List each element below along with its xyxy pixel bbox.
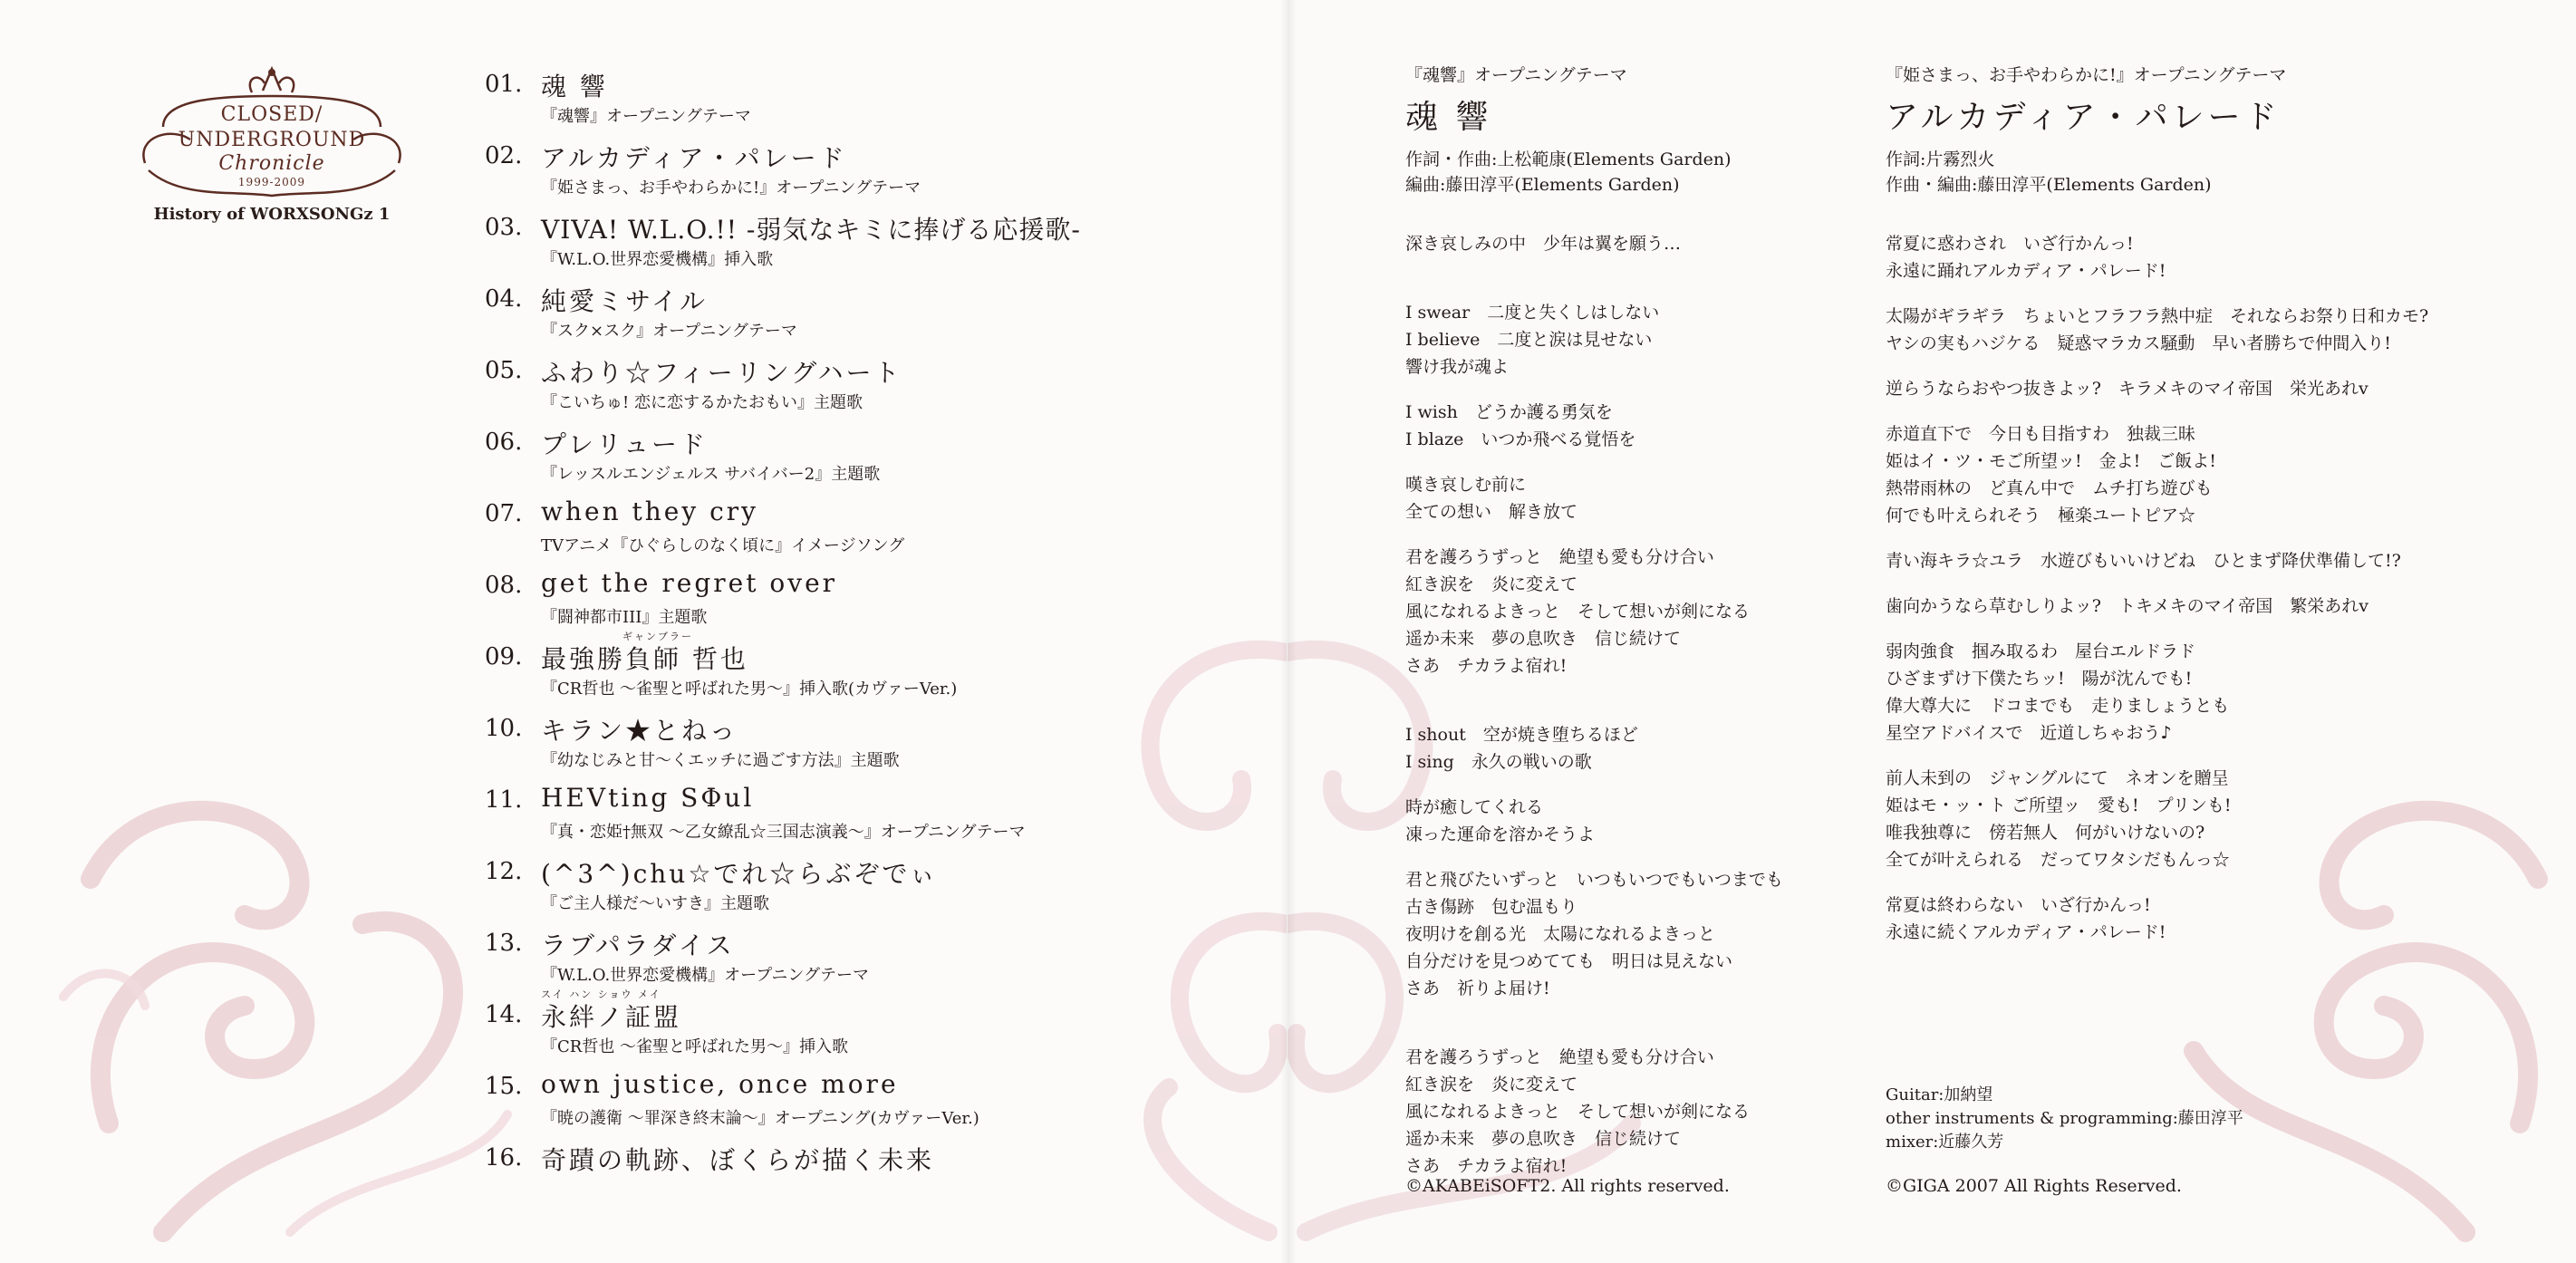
lyric-stanza — [1886, 765, 2428, 873]
song2-label: 『姫さまっ、お手やわらかに!』オープニングテーマ — [1886, 65, 2287, 85]
track-title: 永絆ノ証盟 — [541, 1002, 682, 1032]
track-description: 『暁の護衛 ～罪深き終末論～』オープニング(カヴァーVer.) — [541, 1109, 979, 1128]
track-description: 『姫さまっ、お手やわらかに!』オープニングテーマ — [541, 178, 921, 198]
lyric-stanza — [1405, 399, 1783, 453]
track-number: 16. — [485, 1144, 523, 1171]
lyric-stanza — [1886, 303, 2428, 357]
track-number: 01. — [485, 71, 523, 98]
lyric-line: 青い海キラ☆ユラ 水遊びもいいけどね ひとまず降伏準備して!? — [1886, 551, 2401, 571]
track-number: 15. — [485, 1073, 523, 1100]
lyric-line: 君を護ろうずっと 絶望も愛も分け合い — [1405, 547, 1714, 567]
track-title: ラブパラダイス — [541, 930, 735, 960]
lyric-line: 全てが叶えられる だってワタシだもんっ☆ — [1886, 850, 2230, 870]
track-item — [485, 425, 1246, 497]
lyric-line: 深き哀しみの中 少年は翼を願う… — [1405, 234, 1682, 254]
song1-credit: 編曲:藤田淳平(Elements Garden) — [1405, 175, 1680, 195]
lyric-line: さあ チカラよ宿れ! — [1405, 656, 1568, 676]
track-item — [485, 282, 1246, 354]
track-number: 05. — [485, 357, 523, 384]
track-number: 04. — [485, 285, 523, 313]
track-item — [485, 631, 1246, 712]
lyric-line: 逆らうならおやつ抜きよッ? キラメキのマイ帝国 栄光あれv — [1886, 379, 2369, 399]
track-title: get the regret over — [541, 568, 838, 598]
track-title: when they cry — [541, 497, 758, 526]
track-description: TVアニメ『ひぐらしのなく頃に』イメージソング — [541, 536, 905, 555]
track-number: 12. — [485, 858, 523, 885]
lyric-stanza — [1405, 544, 1783, 680]
logo-line-chronicle: Chronicle — [218, 152, 325, 175]
lyric-line: I believe 二度と涙は見せない — [1405, 330, 1653, 350]
lyrics-column-song1 — [1405, 62, 1783, 1198]
lyric-stanza — [1405, 866, 1783, 1002]
lyric-line: 君と飛びたいずっと いつもいつでもいつまでも — [1405, 870, 1783, 890]
lyric-stanza — [1405, 1044, 1783, 1180]
track-number: 03. — [485, 214, 523, 241]
lyric-stanza — [1886, 375, 2428, 402]
track-ruby: ギャンブラー — [622, 631, 693, 642]
song2-credit: 作曲・編曲:藤田淳平(Elements Garden) — [1886, 175, 2212, 195]
lyric-stanza — [1405, 230, 1783, 257]
track-item — [485, 1141, 1246, 1213]
lyric-line: I swear 二度と失くしはしない — [1405, 303, 1660, 323]
song1-copyright: ©AKABEiSOFT2. All rights reserved. — [1405, 1176, 1730, 1196]
track-title: own justice, once more — [541, 1069, 899, 1099]
musician-credit: mixer:近藤久芳 — [1886, 1133, 2004, 1152]
lyric-line: 嘆き哀しむ前に — [1405, 475, 1527, 495]
track-ruby: スイ ハン ショウ メイ — [541, 988, 661, 1000]
lyric-line: 赤道直下で 今日も目指すわ 独裁三昧 — [1886, 424, 2196, 444]
track-description: 『幼なじみと甘～くエッチに過ごす方法』主題歌 — [541, 751, 900, 770]
track-title: プレリュード — [541, 429, 709, 459]
lyric-line: I wish どうか護る勇気を — [1405, 402, 1613, 422]
track-item — [485, 139, 1246, 211]
logo-line-underground: UNDERGROUND — [178, 129, 366, 151]
musician-credit: Guitar:加納望 — [1886, 1085, 1993, 1104]
lyric-stanza — [1405, 794, 1783, 848]
lyric-line: さあ 祈りよ届け! — [1405, 979, 1550, 998]
song1-lyrics — [1405, 230, 1783, 1180]
track-description: 『真・恋姫†無双 ～乙女繚乱☆三国志演義～』オープニングテーマ — [541, 823, 1026, 842]
lyric-line: ひざまずけ下僕たちッ! 陽が沈んでも! — [1886, 669, 2193, 689]
lyric-stanza — [1886, 892, 2428, 946]
logo-years: 1999-2009 — [237, 176, 306, 188]
track-title: 魂 響 — [541, 72, 608, 101]
lyric-line: 永遠に踊れアルカディア・パレード! — [1886, 261, 2166, 281]
track-description: 『こいちゅ! 恋に恋するかたおもい』主題歌 — [541, 393, 863, 412]
lyric-line: I shout 空が焼き堕ちるほど — [1405, 725, 1638, 745]
lyric-line: 風になれるよきっと そして想いが剣になる — [1405, 602, 1751, 622]
lyric-line: 姫はイ・ツ・モご所望ッ! 金よ! ご飯よ! — [1886, 451, 2216, 471]
lyric-line: 全ての想い 解き放て — [1405, 502, 1578, 522]
lyric-line: I sing 永久の戦いの歌 — [1405, 752, 1592, 772]
lyric-line: 弱肉強食 掴み取るわ 屋台エルドラド — [1886, 641, 2196, 661]
lyric-stanza — [1886, 547, 2428, 574]
track-description: 『CR哲也 ～雀聖と呼ばれた男～』挿入歌 — [541, 1037, 849, 1056]
track-description: 『W.L.O.世界恋愛機構』オープニングテーマ — [541, 966, 870, 985]
lyric-line: 偉大尊大に ドコまでも 走りましょうとも — [1886, 696, 2230, 716]
track-item — [485, 497, 1246, 569]
track-title: 純愛ミサイル — [541, 286, 709, 316]
lyric-line: 太陽がギラギラ ちょいとフラフラ熱中症 それならお祭り日和カモ? — [1886, 306, 2429, 326]
track-description: 『レッスルエンジェルス サバイバー2』主題歌 — [541, 465, 881, 484]
logo-subtitle: History of WORXSONGz 1 — [153, 205, 391, 224]
track-title: ふわり☆フィーリングハート — [541, 358, 902, 388]
track-item — [485, 854, 1246, 927]
song1-title: 魂 響 — [1405, 99, 1492, 136]
lyric-line: 遥か未来 夢の息吹き 信じ続けて — [1405, 629, 1682, 649]
track-item — [485, 353, 1246, 426]
track-number: 07. — [485, 500, 523, 527]
track-title: 奇蹟の軌跡、ぼくらが描く未来 — [541, 1145, 935, 1175]
lyric-stanza — [1886, 593, 2428, 620]
song2-lyrics — [1886, 230, 2428, 946]
track-item — [485, 988, 1246, 1070]
song2-copyright: ©GIGA 2007 All Rights Reserved. — [1886, 1176, 2182, 1196]
lyric-stanza — [1886, 638, 2428, 747]
lyric-stanza — [1886, 420, 2428, 529]
track-item — [485, 1069, 1246, 1142]
song2-musician-credits — [1886, 1084, 2243, 1154]
lyric-line: 紅き涙を 炎に変えて — [1405, 1075, 1578, 1094]
track-description: 『闘神都市III』主題歌 — [541, 608, 708, 627]
track-description: 『スク×スク』オープニングテーマ — [541, 322, 797, 341]
track-item — [485, 568, 1246, 641]
track-title: VIVA! W.L.O.!! -弱気なキミに捧げる応援歌- — [541, 215, 1081, 245]
lyric-line: 前人未到の ジャングルにて ネオンを贈呈 — [1886, 768, 2229, 788]
track-title: 最強勝負師 哲也 — [541, 644, 748, 674]
lyric-line: 何でも叶えられそう 極楽ユートピア☆ — [1886, 506, 2196, 525]
track-number: 13. — [485, 930, 523, 957]
lyric-line: 唯我独尊に 傍若無人 何がいけないの? — [1886, 823, 2205, 843]
track-number: 06. — [485, 429, 523, 456]
track-description: 『CR哲也 ～雀聖と呼ばれた男～』挿入歌(カヴァーVer.) — [541, 680, 958, 699]
track-number: 14. — [485, 1001, 523, 1028]
track-description: 『ご主人様だ～いすき』主題歌 — [541, 894, 769, 913]
lyrics-column-song2 — [1886, 62, 2428, 964]
lyric-stanza — [1405, 299, 1783, 381]
lyric-line: 紅き涙を 炎に変えて — [1405, 574, 1578, 594]
lyric-line: 凍った運命を溶かそうよ — [1405, 824, 1596, 844]
lyric-line: 熱帯雨林の ど真ん中で ムチ打ち遊びも — [1886, 478, 2213, 498]
track-description: 『魂響』オープニングテーマ — [541, 107, 751, 126]
track-number: 10. — [485, 715, 523, 742]
lyric-line: 歯向かうなら草むしりよッ? トキメキのマイ帝国 繁栄あれv — [1886, 596, 2369, 616]
lyric-line: 姫はモ・ッ・ト ご所望ッ 愛も! プリンも! — [1886, 795, 2232, 815]
track-title: HEVting SΦul — [541, 783, 755, 813]
flourish-ornament-left — [54, 580, 526, 1250]
track-title: アルカディア・パレード — [541, 143, 847, 173]
lyric-line: 古き傷跡 包む温もり — [1405, 897, 1578, 917]
lyric-line: I blaze いつか飛べる覚悟を — [1405, 429, 1636, 449]
track-number: 08. — [485, 572, 523, 599]
booklet-fold — [1280, 0, 1297, 1263]
lyric-line: 響け我が魂よ — [1405, 357, 1510, 377]
lyric-line: 常夏は終わらない いざ行かんっ! — [1886, 895, 2151, 915]
lyric-line: 永遠に続くアルカディア・パレード! — [1886, 922, 2166, 942]
track-number: 11. — [485, 786, 523, 814]
lyric-line: 時が癒してくれる — [1405, 797, 1544, 817]
song2-credit: 作詞:片霧烈火 — [1886, 149, 1995, 169]
lyric-line: 星空アドバイスで 近道しちゃおう♪ — [1886, 723, 2172, 743]
track-item — [485, 783, 1246, 855]
right-page — [1288, 0, 2576, 1263]
track-item — [485, 210, 1246, 283]
track-description: 『W.L.O.世界恋愛機構』挿入歌 — [541, 250, 774, 269]
lyric-stanza — [1405, 721, 1783, 776]
track-number: 09. — [485, 643, 523, 670]
logo-line-closed: CLOSED/ — [220, 103, 323, 126]
track-title: (^3^)chu☆でれ☆らぶぞでぃ — [541, 859, 938, 889]
lyric-stanza — [1405, 471, 1783, 525]
lyric-stanza — [1886, 230, 2428, 284]
song2-title: アルカディア・パレード — [1886, 99, 2281, 136]
lyric-line: 君を護ろうずっと 絶望も愛も分け合い — [1405, 1047, 1714, 1067]
lyric-line: 遥か未来 夢の息吹き 信じ続けて — [1405, 1129, 1682, 1149]
track-item — [485, 67, 1246, 140]
lyric-line: さあ チカラよ宿れ! — [1405, 1156, 1568, 1176]
chronicle-logo — [127, 63, 417, 227]
lyric-line: 夜明けを創る光 太陽になれるよきっと — [1405, 924, 1716, 944]
lyric-line: 風になれるよきっと そして想いが剣になる — [1405, 1102, 1751, 1122]
lyric-line: 自分だけを見つめてても 明日は見えない — [1405, 951, 1733, 971]
song1-label: 『魂響』オープニングテーマ — [1405, 65, 1627, 85]
track-item — [485, 711, 1246, 784]
musician-credit: other instruments & programming:藤田淳平 — [1886, 1109, 2243, 1128]
track-title: キラン★とねっ — [541, 716, 738, 746]
lyric-line: ヤシの実もハジケる 疑惑マラカス騒動 早い者勝ちで仲間入り! — [1886, 333, 2391, 353]
track-number: 02. — [485, 142, 523, 169]
lyric-line: 常夏に惑わされ いざ行かんっ! — [1886, 234, 2134, 254]
song1-credit: 作詞・作曲:上松範康(Elements Garden) — [1405, 149, 1732, 169]
